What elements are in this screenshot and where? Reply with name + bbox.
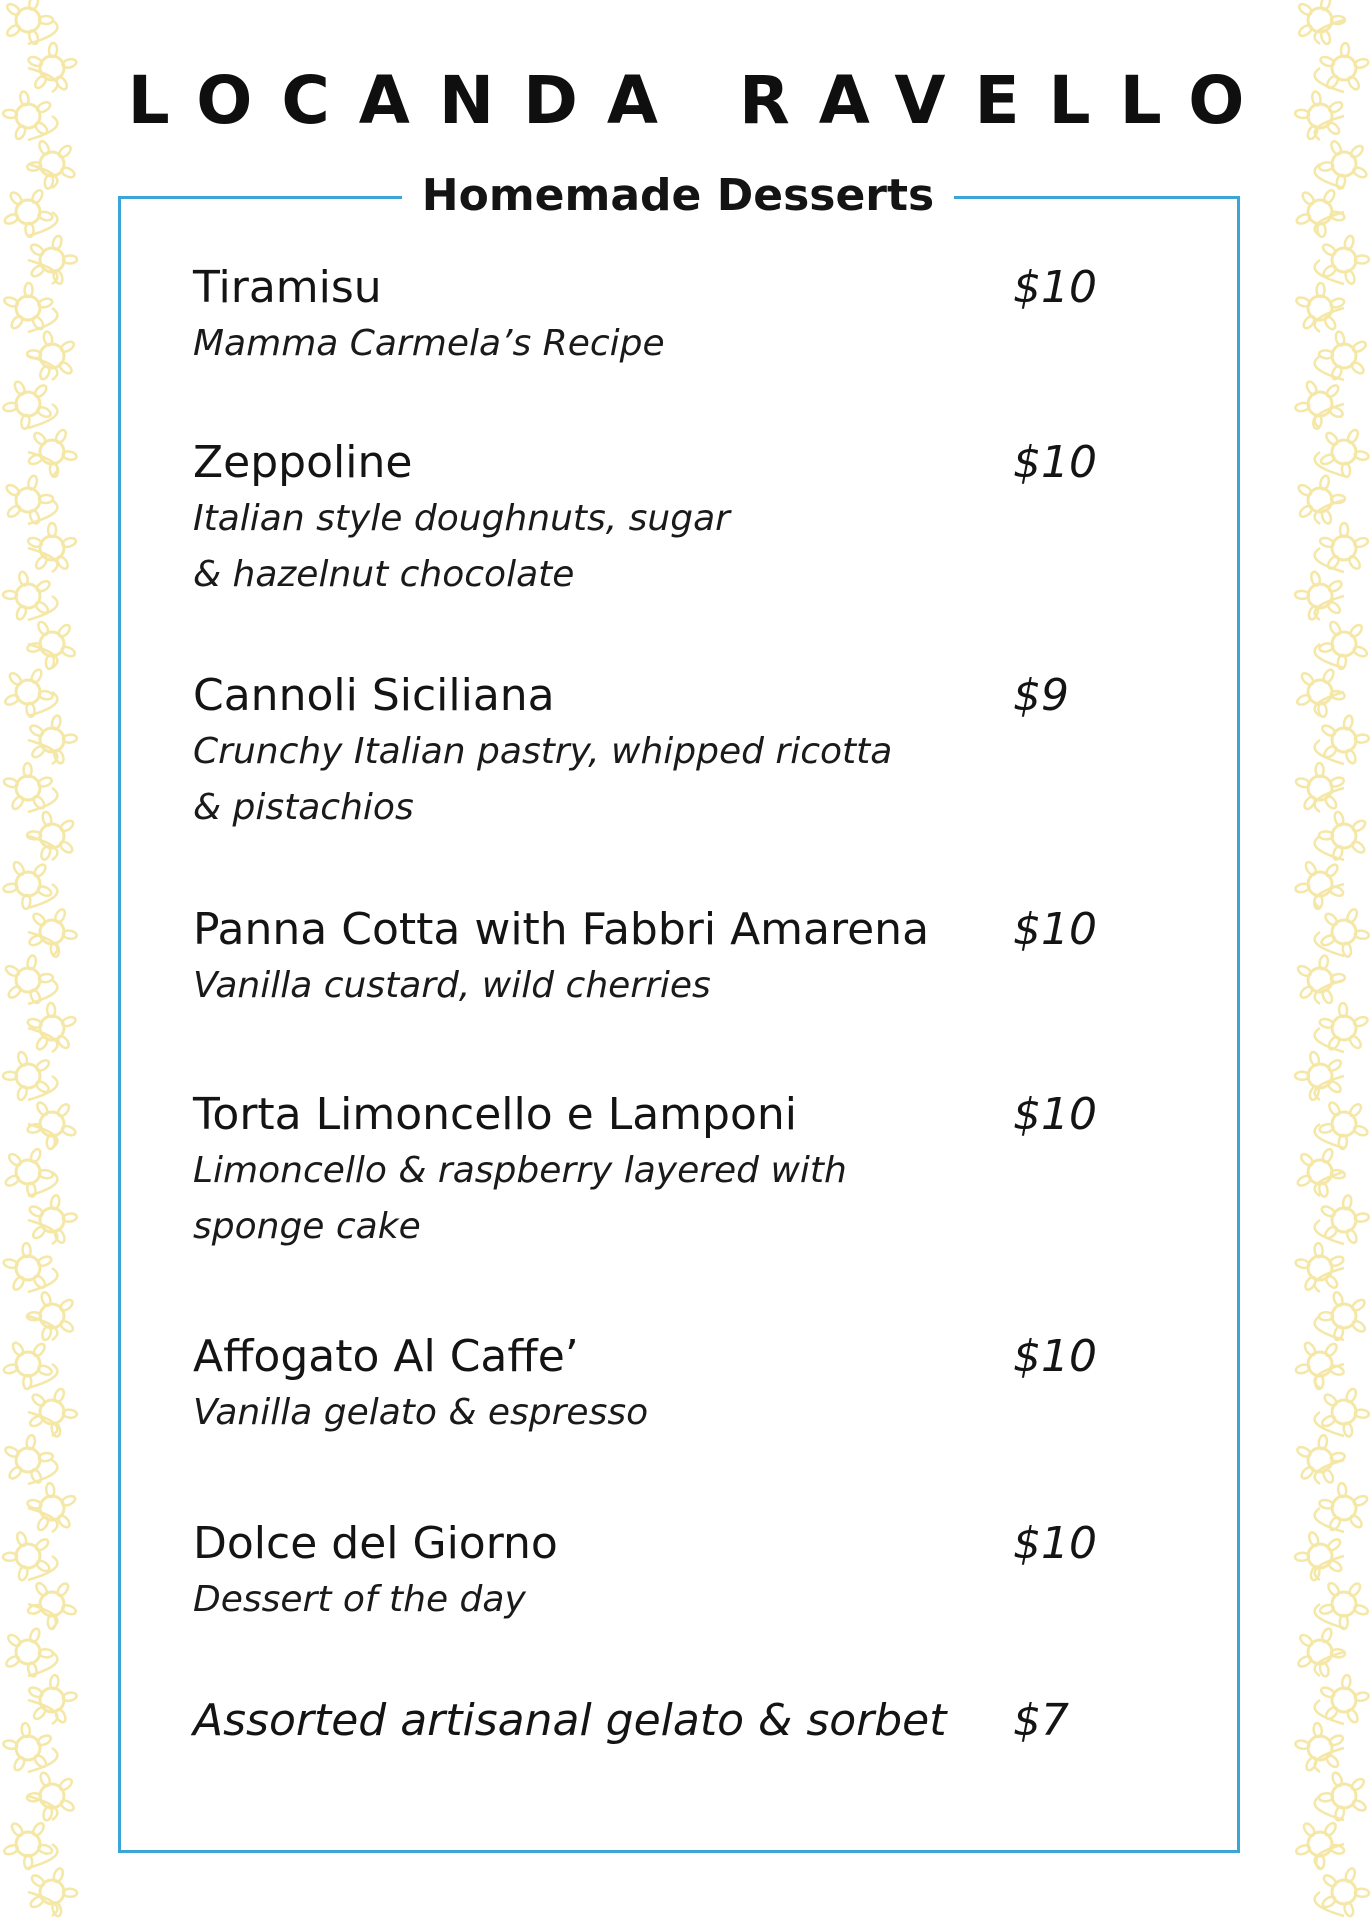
petal-icon xyxy=(1310,571,1321,587)
petal-icon xyxy=(56,1034,71,1050)
petal-icon xyxy=(35,1559,51,1573)
item-price: $10 xyxy=(1013,904,1097,955)
petal-icon xyxy=(1353,537,1369,549)
petal-icon xyxy=(11,1275,25,1291)
petal-icon xyxy=(1350,1777,1366,1792)
petal-icon xyxy=(1349,144,1365,159)
petal-icon xyxy=(1304,860,1318,876)
item-description-line: Crunchy Italian pastry, whipped ricotta xyxy=(193,731,893,772)
petal-icon xyxy=(1320,29,1332,45)
petal-icon xyxy=(30,189,44,205)
item-description-line: Vanilla custard, wild cherries xyxy=(193,965,711,1006)
petal-icon xyxy=(1305,380,1319,396)
petal-icon xyxy=(35,579,51,593)
petal-icon xyxy=(1345,1228,1358,1244)
petal-icon xyxy=(1297,23,1313,38)
item-description-line: Dessert of the day xyxy=(193,1579,526,1620)
petal-icon xyxy=(27,536,43,548)
petal-icon xyxy=(1332,1291,1344,1307)
menu-item-cannoli xyxy=(193,668,1113,836)
petal-icon xyxy=(39,1771,52,1787)
petal-icon xyxy=(58,840,74,855)
petal-icon xyxy=(36,1516,50,1532)
petal-icon xyxy=(1343,715,1354,730)
petal-icon xyxy=(1321,1895,1337,1909)
petal-icon xyxy=(62,450,77,461)
petal-icon xyxy=(5,2,21,17)
petal-icon xyxy=(3,296,19,308)
petal-icon xyxy=(28,1686,44,1699)
petal-icon xyxy=(1320,453,1336,466)
petal-icon xyxy=(1327,579,1343,593)
item-price: $9 xyxy=(1013,670,1069,721)
petal-icon xyxy=(36,885,52,898)
petal-icon xyxy=(32,431,47,447)
petal-icon xyxy=(53,908,66,924)
petal-icon xyxy=(1319,1018,1335,1029)
petal-icon xyxy=(61,1604,77,1616)
petal-icon xyxy=(1297,483,1313,497)
petal-icon xyxy=(41,1325,53,1341)
petal-icon xyxy=(4,964,20,978)
petal-icon xyxy=(1322,1873,1338,1888)
petal-icon xyxy=(1344,269,1356,285)
petal-icon xyxy=(4,1174,20,1188)
item-description-line: & hazelnut chocolate xyxy=(193,554,575,595)
item-description xyxy=(193,316,1113,372)
petal-icon xyxy=(1351,1319,1367,1334)
petal-icon xyxy=(53,1387,66,1403)
petal-icon xyxy=(9,190,24,206)
petal-icon xyxy=(1321,1148,1334,1164)
petal-icon xyxy=(34,554,49,570)
petal-icon xyxy=(1320,1205,1336,1219)
item-price: $10 xyxy=(1013,1331,1097,1382)
item-name: Cannoli Siciliana xyxy=(193,670,555,721)
petal-icon xyxy=(35,1058,51,1073)
petal-icon xyxy=(1324,1342,1339,1358)
petal-icon xyxy=(1350,360,1366,375)
petal-icon xyxy=(1322,668,1336,684)
petal-icon xyxy=(1352,645,1368,658)
petal-icon xyxy=(1319,1123,1335,1134)
petal-icon xyxy=(1348,1034,1363,1050)
petal-icon xyxy=(1352,1494,1368,1507)
petal-icon xyxy=(60,645,76,658)
petal-icon xyxy=(38,211,53,222)
petal-icon xyxy=(27,475,38,491)
item-description xyxy=(193,1572,1113,1628)
petal-icon xyxy=(1297,1654,1313,1668)
petal-icon xyxy=(1321,243,1337,258)
petal-icon xyxy=(1333,811,1345,827)
item-description-line: Vanilla gelato & espresso xyxy=(193,1392,649,1433)
petal-icon xyxy=(1320,509,1332,525)
restaurant-name: LOCANDA RAVELLO xyxy=(127,62,1274,139)
petal-icon xyxy=(1320,1686,1336,1699)
item-price: $10 xyxy=(1013,1089,1097,1140)
petal-icon xyxy=(1321,988,1334,1004)
petal-icon xyxy=(7,984,23,999)
petal-icon xyxy=(16,1085,28,1101)
petal-icon xyxy=(1295,213,1311,226)
petal-icon xyxy=(61,1015,77,1027)
item-name: Assorted artisanal gelato & sorbet xyxy=(193,1695,947,1746)
petal-icon xyxy=(29,243,45,258)
petal-icon xyxy=(33,383,49,399)
petal-icon xyxy=(1300,1465,1316,1481)
petal-icon xyxy=(1347,1582,1362,1598)
petal-icon xyxy=(15,605,28,621)
petal-icon xyxy=(1295,296,1311,308)
petal-icon xyxy=(37,140,50,156)
menu-item-affogato xyxy=(193,1329,1113,1441)
petal-icon xyxy=(10,795,25,811)
petal-icon xyxy=(60,1494,76,1507)
petal-icon xyxy=(1320,1414,1336,1428)
petal-icon xyxy=(13,1756,27,1772)
petal-icon xyxy=(12,860,26,876)
petal-icon xyxy=(1309,1051,1321,1067)
petal-icon xyxy=(30,1873,46,1888)
item-price: $10 xyxy=(1013,1518,1097,1569)
petal-icon xyxy=(1325,1753,1340,1769)
item-name: Zeppoline xyxy=(193,437,413,488)
petal-icon xyxy=(1323,912,1339,928)
item-name: Dolce del Giorno xyxy=(193,1518,558,1569)
petal-icon xyxy=(1319,1603,1335,1615)
petal-icon xyxy=(58,1298,74,1313)
petal-icon xyxy=(1295,1363,1311,1374)
petal-icon xyxy=(1319,475,1330,491)
petal-icon xyxy=(1300,671,1315,687)
petal-icon xyxy=(1303,1341,1317,1357)
petal-icon xyxy=(1324,431,1339,447)
petal-icon xyxy=(1343,235,1355,251)
petal-icon xyxy=(3,1844,19,1856)
petal-icon xyxy=(1296,693,1312,706)
petal-icon xyxy=(37,297,53,309)
item-description-line: Mamma Carmela’s Recipe xyxy=(193,323,665,364)
petal-icon xyxy=(57,144,73,159)
petal-icon xyxy=(54,428,68,444)
petal-icon xyxy=(1326,1581,1341,1597)
item-description-line: sponge cake xyxy=(193,1206,421,1247)
petal-icon xyxy=(6,504,22,519)
petal-icon xyxy=(40,1291,52,1307)
petal-icon xyxy=(1323,315,1337,331)
petal-icon xyxy=(1335,331,1346,346)
petal-icon xyxy=(28,1205,44,1219)
petal-icon xyxy=(29,1148,42,1164)
petal-icon xyxy=(35,1035,49,1051)
petal-icon xyxy=(16,1531,28,1547)
petal-icon xyxy=(41,811,53,827)
petal-icon xyxy=(1343,1901,1354,1917)
petal-icon xyxy=(61,1124,77,1137)
petal-icon xyxy=(56,1514,71,1530)
item-description-line: Italian style doughnuts, sugar xyxy=(193,498,730,539)
petal-icon xyxy=(6,1633,22,1648)
petal-icon xyxy=(57,623,72,639)
menu-item-zeppoline xyxy=(193,435,1113,603)
petal-icon xyxy=(1328,1734,1344,1747)
petal-icon xyxy=(1353,1015,1369,1027)
petal-icon xyxy=(37,776,53,788)
petal-icon xyxy=(3,213,19,226)
petal-icon xyxy=(55,1582,70,1598)
petal-icon xyxy=(1319,1499,1334,1510)
petal-icon xyxy=(1351,819,1367,833)
petal-icon xyxy=(52,1867,64,1883)
petal-icon xyxy=(1328,620,1342,636)
menu-item-panna-cotta xyxy=(193,902,1113,1014)
petal-icon xyxy=(1347,555,1362,571)
petal-icon xyxy=(1308,1531,1320,1547)
petal-icon xyxy=(1331,1771,1344,1787)
petal-icon xyxy=(58,360,74,375)
petal-icon xyxy=(3,1363,19,1374)
petal-icon xyxy=(1323,794,1338,810)
petal-icon xyxy=(1323,1821,1338,1837)
petal-icon xyxy=(37,1255,53,1268)
petal-icon xyxy=(1320,0,1332,11)
floral-border-left xyxy=(0,0,80,1920)
petal-icon xyxy=(32,1342,47,1358)
petal-icon xyxy=(1324,1274,1339,1290)
petal-icon xyxy=(1295,1258,1310,1269)
petal-icon xyxy=(1319,536,1335,548)
petal-icon xyxy=(10,314,25,330)
petal-icon xyxy=(1350,840,1366,855)
petal-icon xyxy=(36,1734,52,1747)
petal-icon xyxy=(1326,1537,1342,1552)
petal-icon xyxy=(1327,1058,1343,1073)
petal-icon xyxy=(1351,1798,1367,1812)
section-title: Homemade Desserts xyxy=(402,166,954,226)
petal-icon xyxy=(1301,190,1316,206)
menu-item-dolce xyxy=(193,1516,1113,1628)
petal-icon xyxy=(1320,1627,1333,1643)
petal-icon xyxy=(1298,1633,1314,1648)
petal-icon xyxy=(30,668,44,684)
petal-icon xyxy=(1354,450,1369,461)
item-description xyxy=(193,1143,1113,1255)
petal-icon xyxy=(1299,1152,1315,1167)
petal-icon xyxy=(28,1627,41,1643)
petal-icon xyxy=(5,1654,21,1668)
petal-icon xyxy=(17,1565,28,1581)
petal-icon xyxy=(1346,1708,1360,1724)
petal-icon xyxy=(31,912,47,928)
petal-icon xyxy=(1350,1298,1366,1313)
petal-icon xyxy=(1353,1124,1369,1137)
item-description xyxy=(193,958,1113,1014)
item-name: Panna Cotta with Fabbri Amarena xyxy=(193,904,930,955)
petal-icon xyxy=(1298,504,1314,519)
item-name: Tiramisu xyxy=(193,262,382,313)
petal-icon xyxy=(1349,623,1364,639)
petal-icon xyxy=(1329,140,1342,156)
petal-icon xyxy=(1353,1604,1369,1616)
petal-icon xyxy=(34,1537,50,1552)
petal-icon xyxy=(5,483,21,497)
petal-icon xyxy=(3,777,19,789)
petal-icon xyxy=(1296,1445,1312,1458)
petal-icon xyxy=(60,166,76,180)
item-description xyxy=(193,491,1113,603)
petal-icon xyxy=(1327,1101,1341,1117)
petal-icon xyxy=(58,1777,74,1792)
petal-icon xyxy=(1323,1392,1339,1407)
petal-icon xyxy=(1321,724,1337,738)
item-name: Torta Limoncello e Lamponi xyxy=(193,1089,797,1140)
item-price: $7 xyxy=(1013,1695,1069,1746)
petal-icon xyxy=(1295,882,1310,893)
petal-icon xyxy=(59,340,75,354)
petal-icon xyxy=(38,365,51,381)
item-description xyxy=(193,724,1113,836)
petal-icon xyxy=(1352,166,1368,180)
menu-item-gelato xyxy=(193,1693,1113,1749)
petal-icon xyxy=(1322,189,1336,205)
petal-icon xyxy=(1345,749,1358,765)
petal-icon xyxy=(31,1821,46,1837)
petal-icon xyxy=(1295,1844,1311,1856)
petal-icon xyxy=(37,1364,53,1376)
petal-icon xyxy=(4,1445,20,1458)
floral-pattern-left-icon xyxy=(0,0,80,1920)
petal-icon xyxy=(36,405,52,418)
menu-item-tiramisu xyxy=(193,260,1113,372)
petal-icon xyxy=(1297,2,1313,17)
petal-icon xyxy=(18,571,29,587)
petal-icon xyxy=(31,1392,47,1407)
petal-icon xyxy=(1329,776,1345,788)
petal-icon xyxy=(32,1705,47,1721)
petal-icon xyxy=(34,1581,49,1597)
petal-icon xyxy=(1348,1514,1363,1530)
item-price: $10 xyxy=(1013,437,1097,488)
petal-icon xyxy=(13,380,27,396)
petal-icon xyxy=(1302,1822,1317,1838)
petal-icon xyxy=(35,1101,49,1117)
petal-icon xyxy=(7,1152,23,1167)
petal-icon xyxy=(1296,1174,1312,1188)
petal-icon xyxy=(1348,1102,1363,1118)
petal-icon xyxy=(36,620,50,636)
petal-icon xyxy=(10,1822,25,1838)
petal-icon xyxy=(1320,934,1336,948)
petal-icon xyxy=(8,671,23,687)
floral-pattern-right-icon xyxy=(1292,0,1372,1920)
item-description xyxy=(193,1385,1113,1441)
petal-icon xyxy=(29,724,45,738)
item-price: $10 xyxy=(1013,262,1097,313)
petal-icon xyxy=(1351,340,1367,354)
petal-icon xyxy=(1324,863,1339,879)
petal-icon xyxy=(37,1843,53,1855)
petal-icon xyxy=(51,235,63,251)
petal-icon xyxy=(1318,955,1329,970)
menu-item-torta xyxy=(193,1087,1113,1255)
floral-border-right xyxy=(1292,0,1372,1920)
petal-icon xyxy=(1296,964,1312,978)
petal-icon xyxy=(61,537,77,549)
petal-icon xyxy=(40,845,52,861)
item-description-line: Limoncello & raspberry layered with xyxy=(193,1150,847,1191)
petal-icon xyxy=(59,1319,75,1334)
petal-icon xyxy=(3,1258,18,1269)
petal-icon xyxy=(11,1341,25,1357)
petal-icon xyxy=(1345,1387,1358,1403)
petal-icon xyxy=(4,693,20,706)
petal-icon xyxy=(3,882,18,893)
item-description-line: & pistachios xyxy=(193,787,414,828)
petal-icon xyxy=(1344,1867,1356,1883)
petal-icon xyxy=(59,1798,75,1812)
petal-icon xyxy=(43,331,54,346)
petal-icon xyxy=(51,715,62,730)
petal-icon xyxy=(1299,984,1315,999)
petal-icon xyxy=(1329,1255,1345,1268)
petal-icon xyxy=(26,955,37,970)
petal-icon xyxy=(1346,428,1360,444)
petal-icon xyxy=(28,0,40,11)
petal-icon xyxy=(59,819,75,833)
petal-icon xyxy=(8,1465,24,1481)
petal-icon xyxy=(1321,1468,1334,1484)
petal-icon xyxy=(17,1051,29,1067)
petal-icon xyxy=(1345,908,1358,924)
petal-icon xyxy=(5,23,21,38)
item-name: Affogato Al Caffe’ xyxy=(193,1331,579,1382)
petal-icon xyxy=(1325,383,1341,399)
petal-icon xyxy=(56,1102,71,1118)
petal-icon xyxy=(32,863,47,879)
petal-icon xyxy=(1295,777,1311,789)
